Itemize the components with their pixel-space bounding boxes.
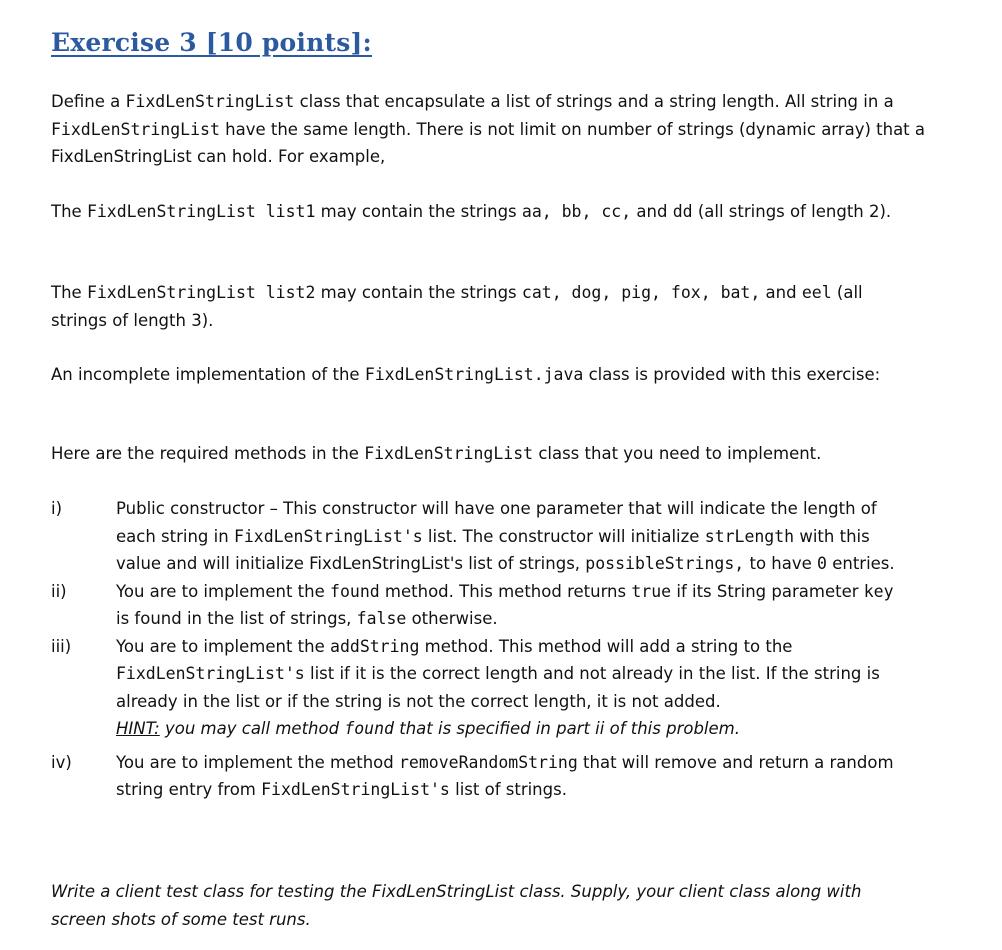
list-marker: i): [51, 499, 63, 518]
text: The: [51, 283, 87, 302]
list-marker: iv): [51, 752, 72, 772]
code-list2: FixdLenStringList list2: [86, 283, 316, 302]
text: (all strings of length 3).: [51, 283, 863, 330]
text: you may call method: [159, 719, 345, 738]
code: found: [344, 719, 394, 738]
code: found: [330, 581, 380, 601]
required-methods-paragraph: [51, 440, 911, 468]
code-list1: FixdLenStringList list1: [86, 202, 316, 221]
code: FixdLenStringList's: [116, 664, 305, 683]
text: class that encapsulate a list of strings and a string length. All string in a: [294, 92, 894, 111]
code-class-name: FixdLenStringList: [51, 119, 220, 139]
closing-instruction: Write a client test class for testing the FixdLenStringList class. Supply, your client class along with screen shots of some test runs.: [51, 882, 862, 929]
text: method. This method will add a string to the: [419, 636, 793, 656]
list-item: [51, 633, 911, 743]
hint-label: HINT:: [116, 719, 160, 738]
list-item-text: [116, 495, 911, 578]
list-item-text: [116, 578, 911, 633]
text: You are to implement the: [116, 581, 331, 601]
text: (all strings of length 2).: [692, 202, 892, 221]
text: The: [51, 202, 87, 221]
code-class-name: FixdLenStringList: [125, 92, 295, 111]
text: Here are the required methods in the: [51, 444, 365, 463]
hint: [116, 719, 740, 738]
text: list of strings.: [449, 780, 567, 799]
text: You are to implement the: [116, 636, 331, 656]
text: with this value and will initialize FixdLenStringList's list of strings,: [116, 526, 870, 573]
text: You are to implement the method: [116, 752, 399, 772]
code: possibleStrings,: [585, 554, 745, 573]
list-marker: ii): [51, 581, 67, 601]
text: An incomplete implementation of the: [51, 365, 365, 384]
code-string: eel: [801, 283, 832, 302]
exercise-title: Exercise 3 [10 points]:: [51, 28, 372, 57]
code-strings: cat, dog, pig, fox, bat,: [521, 283, 761, 302]
text: entries.: [826, 554, 895, 573]
text: Define a: [51, 92, 126, 111]
text: list. The constructor will initialize: [422, 526, 705, 546]
intro-paragraph: [51, 88, 951, 171]
text: otherwise.: [406, 609, 498, 628]
list-marker: iii): [51, 636, 72, 656]
text: is found in the list of strings,: [116, 609, 357, 628]
code: true: [631, 581, 672, 601]
text: and: [631, 202, 673, 221]
example-list1-paragraph: [51, 198, 911, 226]
code: key: [863, 581, 894, 601]
text: and: [760, 283, 802, 302]
text: class is provided with this exercise:: [583, 365, 881, 384]
code: FixdLenStringList's: [261, 780, 450, 799]
exercise-document: [51, 28, 951, 929]
required-methods-list: [51, 495, 911, 804]
text: that is specified in part ii of this problem.: [393, 719, 740, 738]
text: that will remove and return a random string entry from: [116, 752, 894, 799]
code-strings: aa, bb, cc,: [521, 202, 632, 221]
list-item: [51, 578, 911, 633]
text: Public constructor – This constructor will have one parameter that will indicate the length of each string in: [116, 499, 877, 546]
code-file-name: FixdLenStringList.java: [364, 365, 584, 384]
text: may contain the strings: [315, 202, 522, 221]
text: list if it is the correct length and not already in the list. If the string is already in the list or if the string is not the correct length, it is not added.: [116, 664, 880, 711]
code: removeRandomString: [398, 752, 578, 772]
example-list2-paragraph: [51, 279, 911, 334]
text: class that you need to implement.: [533, 444, 822, 463]
code-string: dd: [672, 202, 693, 221]
text: may contain the strings: [315, 283, 522, 302]
code: false: [356, 609, 407, 628]
code: addString: [330, 636, 420, 656]
code: FixdLenStringList's: [233, 526, 423, 546]
text: if its String parameter: [671, 581, 864, 601]
list-item-text: [116, 749, 911, 804]
list-item: [51, 749, 911, 804]
list-item: [51, 495, 911, 578]
list-item-text: [116, 633, 911, 743]
code: strLength: [704, 526, 795, 546]
code-class-name: FixdLenStringList: [364, 444, 534, 463]
code: 0: [817, 554, 827, 573]
text: have the same length. There is not limit on number of strings (dynamic array) that a FixdLenStringList can hold. For example,: [51, 119, 926, 166]
text: method. This method returns: [379, 581, 632, 601]
incomplete-implementation-paragraph: [51, 361, 911, 389]
text: to have: [744, 554, 818, 573]
